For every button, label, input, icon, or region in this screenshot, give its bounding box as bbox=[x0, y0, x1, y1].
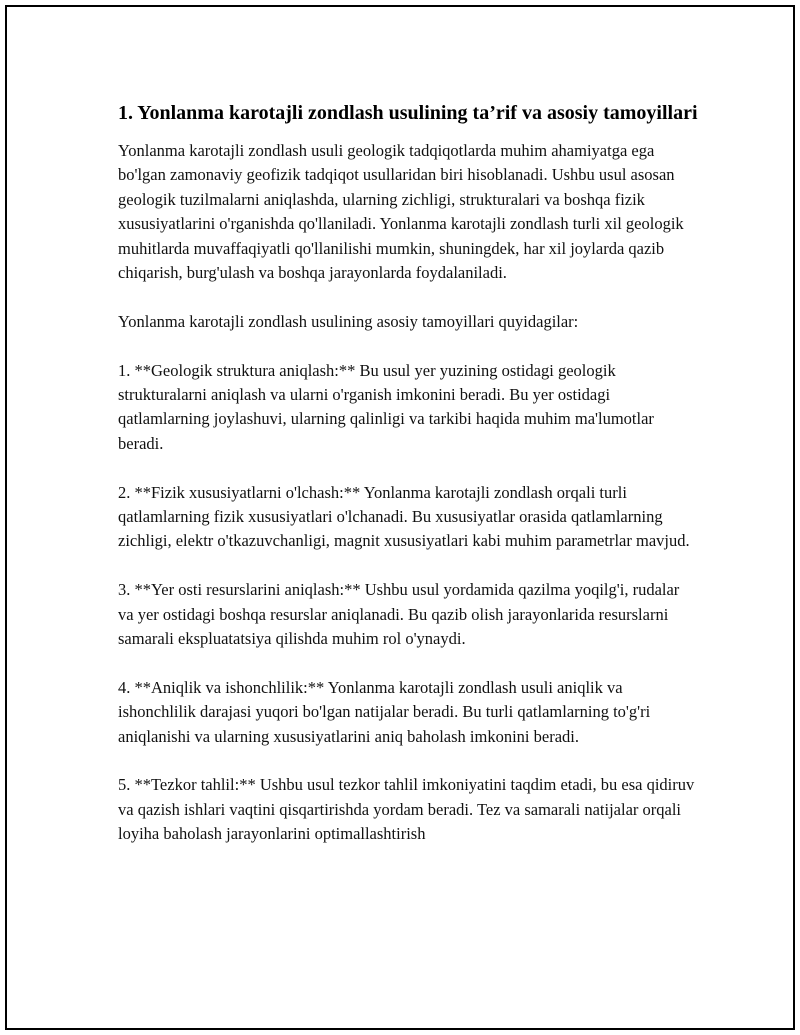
principles-intro-paragraph: Yonlanma karotajli zondlash usulining asosiy tamoyillari quyidagilar: bbox=[118, 311, 579, 331]
principle-item-3: 3. **Yer osti resurslarini aniqlash:** Ushbu usul yordamida qazilma yoqilg'i, rudalar va yer ostidagi boshqa resurslar aniqlanadi. Bu qazib olish jarayonlarida resurslarni samarali ekspluatatsiya qilishda muhim rol o'ynaydi. bbox=[118, 580, 680, 649]
intro-paragraph: Yonlanma karotajli zondlash usuli geologik tadqiqotlarda muhim ahamiyatga ega bo'lgan zamonaviy geofizik tadqiqot usullaridan biri hisoblanadi. Ushbu usul asosan geologik tuzilmalarni aniqlashda, ularning zichligi, strukturalari va boshqa fizik xususiyatlarini o'rganishda qo'llaniladi. Yonlanma karotajli zondlash turli xil geologik muhitlarda muvaffaqiyatli qo'llanilishi mumkin, shuningdek, har xil joylarda qazib chiqarish, burg'ulash va boshqa jarayonlarda foydalaniladi. bbox=[118, 141, 684, 283]
section-heading: 1. Yonlanma karotajli zondlash usulining ta’rif va asosiy tamoyillari bbox=[118, 102, 698, 124]
principle-item-4: 4. **Aniqlik va ishonchlilik:** Yonlanma karotajli zondlash usuli aniqlik va ishonchlilik darajasi yuqori bo'lgan natijalar beradi. Bu turli qatlamlarning to'g'ri aniqlanishi va ularning xususiyatlarini aniq baholash imkonini beradi. bbox=[118, 677, 651, 746]
principle-item-1: 1. **Geologik struktura aniqlash:** Bu usul yer yuzining ostidagi geologik strukturalarni aniqlash va ularni o'rganish imkonini beradi. Bu yer ostidagi qatlamlarning joylashuvi, ularning qalinligi va tarkibi haqida muhim ma'lumotlar beradi. bbox=[118, 360, 654, 453]
page-frame bbox=[5, 5, 795, 1030]
principle-item-5: 5. **Tezkor tahlil:** Ushbu usul tezkor tahlil imkoniyatini taqdim etadi, bu esa qidiruv va qazish ishlari vaqtini qisqartirishda yordam beradi. Tez va samarali natijalar orqali loyiha baholash jarayonlarini optimallashtirish bbox=[118, 775, 695, 844]
principle-item-2: 2. **Fizik xususiyatlarni o'lchash:** Yonlanma karotajli zondlash orqali turli qatlamlarning fizik xususiyatlari o'lchanadi. Bu xususiyatlar orasida qatlamlarning zichligi, elektr o'tkazuvchanligi, magnit xususiyatlari kabi muhim parametrlar mavjud. bbox=[118, 482, 690, 551]
document-body bbox=[118, 100, 698, 871]
